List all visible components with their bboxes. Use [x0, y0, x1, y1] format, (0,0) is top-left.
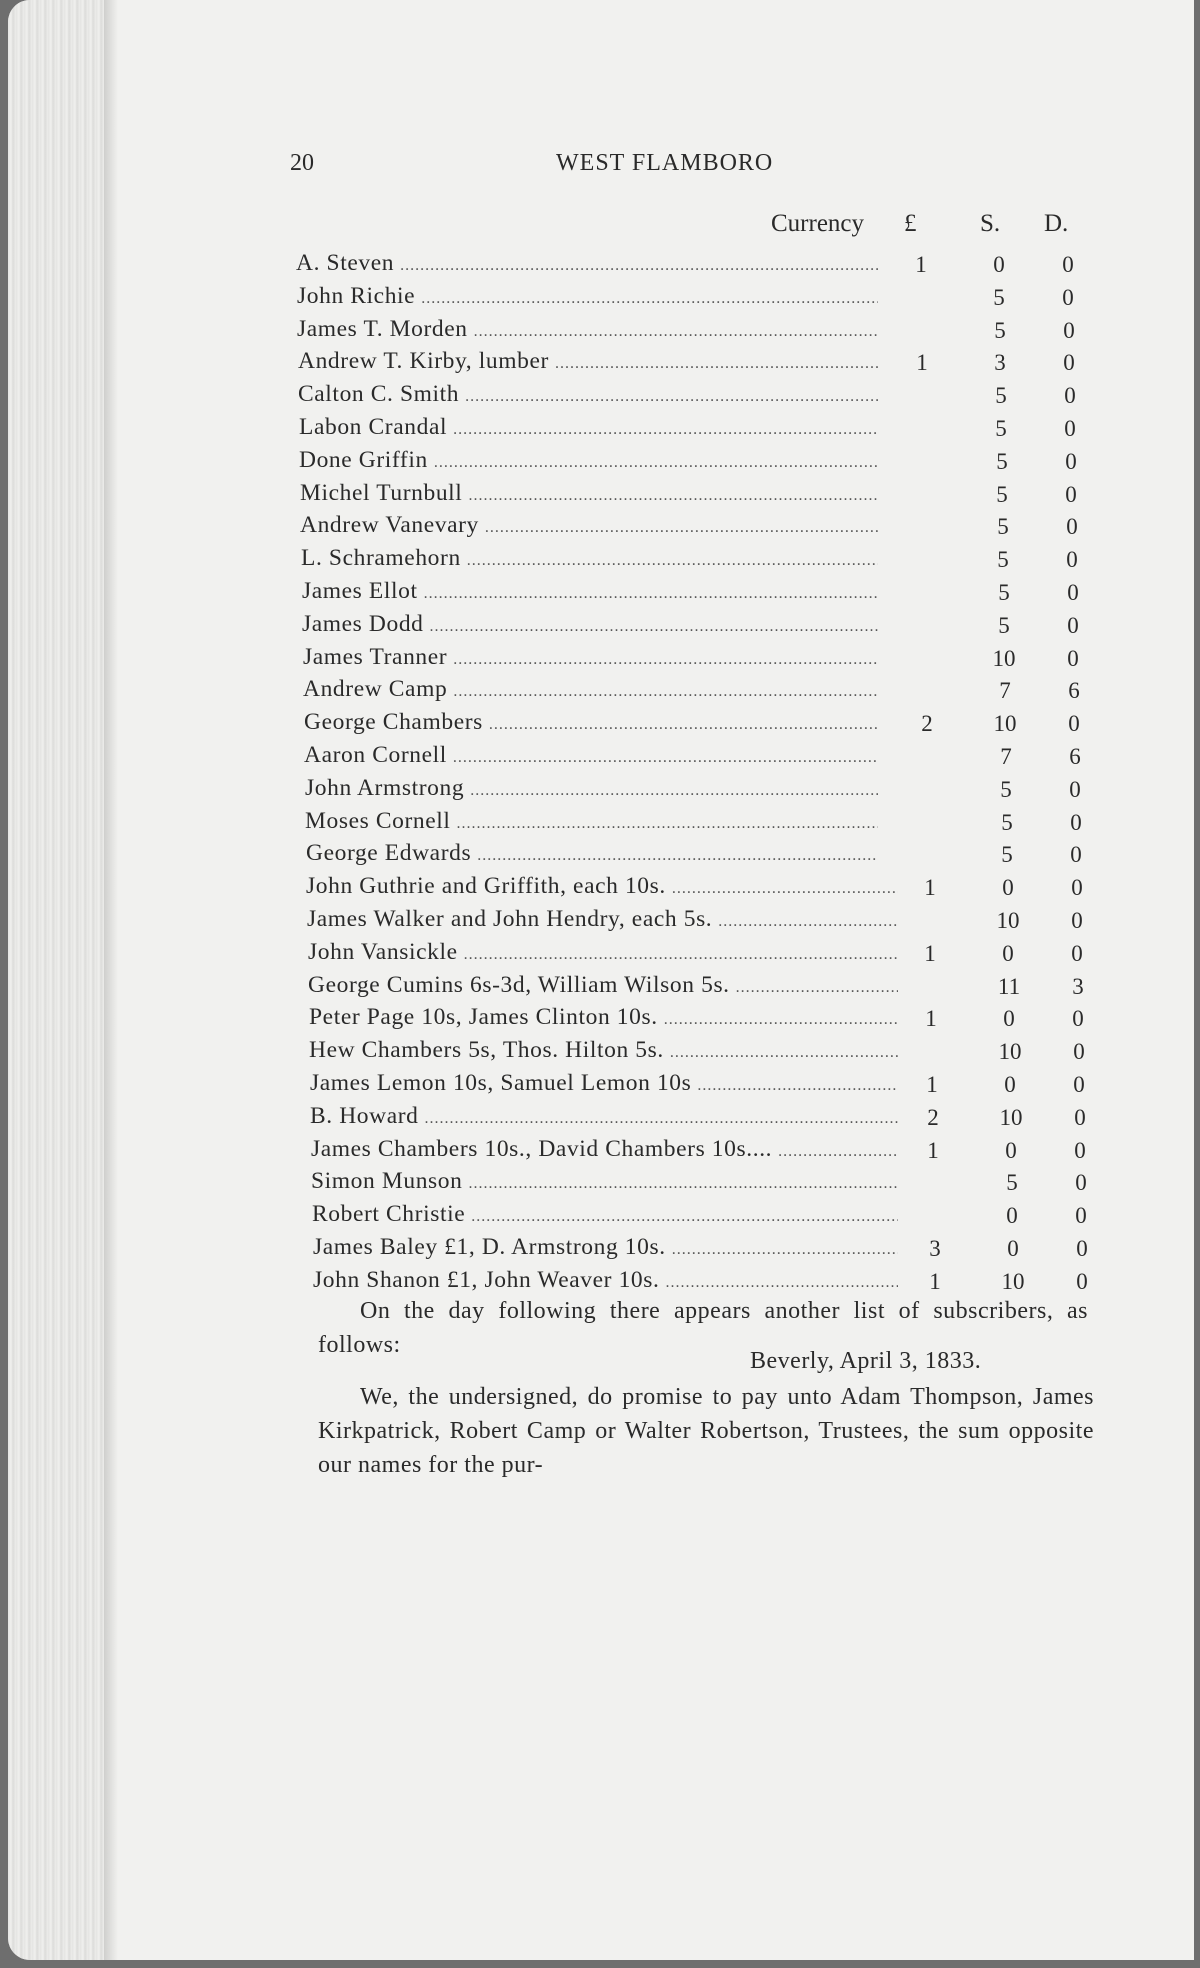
amount-pence: 0	[1073, 1039, 1085, 1065]
amount-pence: 0	[1076, 1236, 1088, 1261]
amount-shillings: 5	[1006, 1170, 1018, 1196]
amount-pence: 0	[1070, 842, 1082, 868]
subscriber-row	[297, 283, 878, 315]
subscriber-row	[311, 1168, 898, 1200]
subscriber-row	[311, 1136, 898, 1168]
dateline: Beverly, April 3, 1833.	[750, 1348, 982, 1374]
subscriber-name: John Shanon £1, John Weaver 10s.	[313, 1266, 660, 1293]
subscriber-name: Andrew Camp	[303, 676, 448, 703]
subscriber-name: Done Griffin	[299, 446, 428, 473]
amount-pence: 0	[1076, 1268, 1088, 1294]
amount-shillings: 10	[998, 1039, 1022, 1065]
leader-dots	[453, 644, 878, 671]
leader-dots	[430, 611, 878, 638]
subscriber-row	[304, 709, 878, 741]
amount-shillings: 5	[998, 580, 1010, 605]
leader-dots	[477, 840, 878, 867]
subscriber-row	[305, 808, 878, 840]
subscriber-name: George Cumins 6s-3d, William Wilson 5s.	[308, 971, 730, 998]
amount-pounds: 3	[929, 1236, 941, 1261]
subscriber-name: Hew Chambers 5s, Thos. Hilton 5s.	[309, 1037, 664, 1064]
amount-shillings: 7	[1000, 744, 1012, 769]
amount-shillings: 0	[1002, 875, 1014, 901]
amount-shillings: 5	[1001, 842, 1013, 868]
leader-dots	[778, 1136, 898, 1163]
amount-shillings: 0	[1005, 1137, 1017, 1163]
subscriber-row	[298, 381, 878, 413]
amount-shillings: 0	[1007, 1236, 1019, 1261]
amount-pounds: 1	[916, 350, 928, 376]
subscriber-name: James Ellot	[302, 578, 418, 604]
amount-shillings: 10	[993, 711, 1017, 737]
pounds-header: £	[904, 210, 917, 237]
subscriber-name: Andrew T. Kirby, lumber	[298, 348, 549, 375]
subscriber-row	[299, 447, 878, 479]
subscriber-name: Peter Page 10s, James Clinton 10s.	[309, 1004, 658, 1031]
leader-dots	[666, 1267, 898, 1294]
amount-pence: 0	[1065, 481, 1077, 507]
book-page	[8, 0, 1194, 1960]
subscriber-row	[297, 316, 878, 348]
amount-shillings: 10	[1001, 1268, 1025, 1294]
leader-dots	[468, 480, 878, 507]
leader-dots	[672, 873, 898, 900]
amount-pounds: 2	[921, 711, 933, 737]
subscriber-row	[309, 1037, 898, 1069]
leader-dots	[421, 283, 878, 310]
page-number: 20	[290, 150, 314, 176]
leader-dots	[470, 775, 878, 802]
subscriber-row	[301, 545, 878, 577]
subscriber-name: L. Schramehorn	[301, 545, 461, 572]
leader-dots	[555, 348, 878, 375]
amount-shillings: 3	[994, 350, 1006, 376]
subscriber-name: John Vansickle	[308, 938, 458, 965]
amount-pence: 0	[1075, 1170, 1087, 1196]
subscriber-row	[310, 1070, 898, 1102]
subscriber-row	[312, 1201, 898, 1233]
leader-dots	[489, 709, 878, 736]
amount-shillings: 5	[997, 514, 1009, 540]
amount-shillings: 0	[1002, 940, 1014, 966]
subscriber-name: James Lemon 10s, Samuel Lemon 10s	[310, 1070, 692, 1096]
amount-shillings: 5	[996, 481, 1008, 507]
leader-dots	[425, 1103, 898, 1130]
amount-pounds: 1	[915, 252, 927, 277]
amount-shillings: 5	[993, 284, 1005, 310]
leader-dots	[424, 578, 878, 605]
running-title: WEST FLAMBORO	[556, 150, 774, 176]
leader-dots	[457, 808, 878, 835]
subscriber-row	[307, 906, 898, 938]
amount-pence: 0	[1066, 547, 1078, 573]
subscriber-name: A. Steven	[296, 250, 395, 276]
amount-pounds: 1	[925, 1006, 937, 1032]
subscriber-row	[306, 840, 878, 872]
amount-shillings: 0	[1006, 1203, 1018, 1229]
page-edge	[8, 0, 104, 1960]
subscriber-name: Michel Turnbull	[300, 479, 463, 506]
leader-dots	[474, 316, 878, 343]
amount-pence: 3	[1072, 973, 1084, 999]
amount-pence: 0	[1071, 875, 1083, 901]
paragraph-list-intro: On the day following there appears another list of subscribers, as follows:	[318, 1298, 1088, 1358]
paragraph-pledge: We, the undersigned, do promise to pay unto Adam Thompson, James Kirkpatrick, Robert Camp or Walter Robertson, Trustees, the sum opposite our names for the pur-	[318, 1384, 1094, 1478]
subscriber-name: James Baley £1, D. Armstrong 10s.	[313, 1234, 666, 1260]
subscriber-row	[313, 1234, 898, 1266]
subscriber-name: B. Howard	[310, 1102, 419, 1129]
leader-dots	[664, 1004, 898, 1031]
amount-shillings: 5	[994, 317, 1006, 343]
amount-pence: 0	[1064, 383, 1076, 409]
amount-pence: 6	[1068, 678, 1080, 704]
running-head	[290, 150, 1090, 190]
amount-pence: 0	[1067, 612, 1079, 638]
subscriber-row	[300, 480, 878, 512]
subscriber-row	[300, 512, 878, 544]
leader-dots	[697, 1070, 898, 1097]
subscriber-row	[298, 348, 878, 380]
currency-header: Currency	[771, 210, 865, 237]
amount-pence: 0	[1068, 711, 1080, 737]
subscriber-row	[304, 742, 878, 774]
amount-pence: 0	[1069, 776, 1081, 802]
page-gutter-shadow	[104, 0, 118, 1960]
pence-header: D.	[1044, 210, 1069, 237]
subscriber-name: Labon Crandal	[299, 414, 448, 440]
amount-pence: 0	[1074, 1137, 1086, 1163]
subscriber-name: James Tranner	[303, 643, 448, 670]
subscriber-row	[305, 775, 878, 807]
leader-dots	[453, 414, 878, 441]
amount-pence: 0	[1063, 350, 1075, 376]
subscriber-name: Aaron Cornell	[304, 742, 447, 768]
subscriber-row	[303, 676, 878, 708]
amount-shillings: 0	[993, 252, 1005, 277]
leader-dots	[469, 1168, 899, 1195]
subscriber-row	[299, 414, 878, 446]
amount-pence: 0	[1070, 809, 1082, 835]
shillings-header: S.	[980, 210, 1001, 237]
amount-pence: 0	[1066, 514, 1078, 540]
leader-dots	[453, 676, 878, 703]
amount-pence: 0	[1071, 908, 1083, 933]
amount-shillings: 5	[1001, 809, 1013, 835]
amount-shillings: 5	[998, 612, 1010, 638]
subscriber-name: John Guthrie and Griffith, each 10s.	[306, 873, 666, 900]
subscriber-name: Robert Christie	[312, 1201, 466, 1228]
amount-pence: 6	[1069, 744, 1081, 769]
amount-shillings: 5	[1000, 776, 1012, 802]
amount-shillings: 0	[1004, 1072, 1016, 1097]
subscriber-name: John Richie	[297, 282, 416, 309]
amount-pence: 0	[1062, 284, 1074, 310]
amount-pounds: 1	[927, 1137, 939, 1163]
amount-shillings: 7	[999, 678, 1011, 704]
amount-shillings: 5	[995, 416, 1007, 441]
leader-dots	[672, 1234, 898, 1261]
amount-shillings: 5	[997, 547, 1009, 573]
subscriber-name: John Armstrong	[305, 774, 465, 801]
amount-pence: 0	[1064, 416, 1076, 441]
subscriber-name: Andrew Vanevary	[300, 512, 479, 539]
amount-shillings: 10	[992, 645, 1016, 671]
amount-pence: 0	[1067, 645, 1079, 671]
subscriber-name: George Chambers	[304, 709, 483, 736]
amount-pence: 0	[1065, 448, 1077, 474]
leader-dots	[485, 512, 878, 539]
subscriber-row	[308, 939, 898, 971]
amount-pence: 0	[1072, 1006, 1084, 1032]
subscriber-name: James Chambers 10s., David Chambers 10s....	[311, 1135, 773, 1162]
amount-shillings: 5	[996, 448, 1008, 474]
subscriber-name: James Dodd	[302, 610, 424, 637]
amount-pence: 0	[1063, 317, 1075, 343]
leader-dots	[465, 381, 878, 408]
subscriber-row	[306, 873, 898, 905]
subscriber-name: Calton C. Smith	[298, 381, 460, 408]
amount-pence: 0	[1062, 252, 1074, 277]
subscriber-name: Moses Cornell	[305, 807, 451, 834]
subscriber-name: George Edwards	[306, 840, 472, 867]
leader-dots	[736, 972, 898, 999]
amount-pounds: 1	[926, 1072, 938, 1097]
leader-dots	[718, 906, 898, 933]
leader-dots	[467, 545, 878, 572]
leader-dots	[434, 447, 878, 474]
amount-shillings: 5	[995, 383, 1007, 409]
amount-pence: 0	[1073, 1072, 1085, 1097]
amount-pounds: 1	[924, 875, 936, 901]
subscriber-row	[310, 1103, 898, 1135]
subscriber-row	[302, 611, 878, 643]
subscriber-row	[303, 644, 878, 676]
leader-dots	[400, 250, 878, 277]
amount-shillings: 10	[999, 1104, 1023, 1130]
amount-pence: 0	[1075, 1203, 1087, 1229]
subscriber-row	[296, 250, 878, 282]
amount-shillings: 0	[1003, 1006, 1015, 1032]
subscriber-name: James Walker and John Hendry, each 5s.	[307, 906, 713, 932]
subscriber-row	[308, 972, 898, 1004]
leader-dots	[464, 939, 898, 966]
amount-pence: 0	[1067, 580, 1079, 605]
subscriber-row	[302, 578, 878, 610]
subscriber-name: Simon Munson	[311, 1168, 463, 1195]
amount-shillings: 11	[997, 973, 1021, 999]
leader-dots	[670, 1037, 898, 1064]
amount-pounds: 1	[929, 1268, 941, 1294]
leader-dots	[453, 742, 878, 769]
amount-pence: 0	[1074, 1104, 1086, 1130]
amount-pence: 0	[1071, 940, 1083, 966]
amount-pounds: 1	[924, 940, 936, 966]
amount-shillings: 10	[996, 908, 1020, 933]
subscriber-name: James T. Morden	[297, 315, 468, 342]
amount-pounds: 2	[927, 1104, 939, 1130]
subscriber-row	[309, 1004, 898, 1036]
leader-dots	[471, 1201, 898, 1228]
